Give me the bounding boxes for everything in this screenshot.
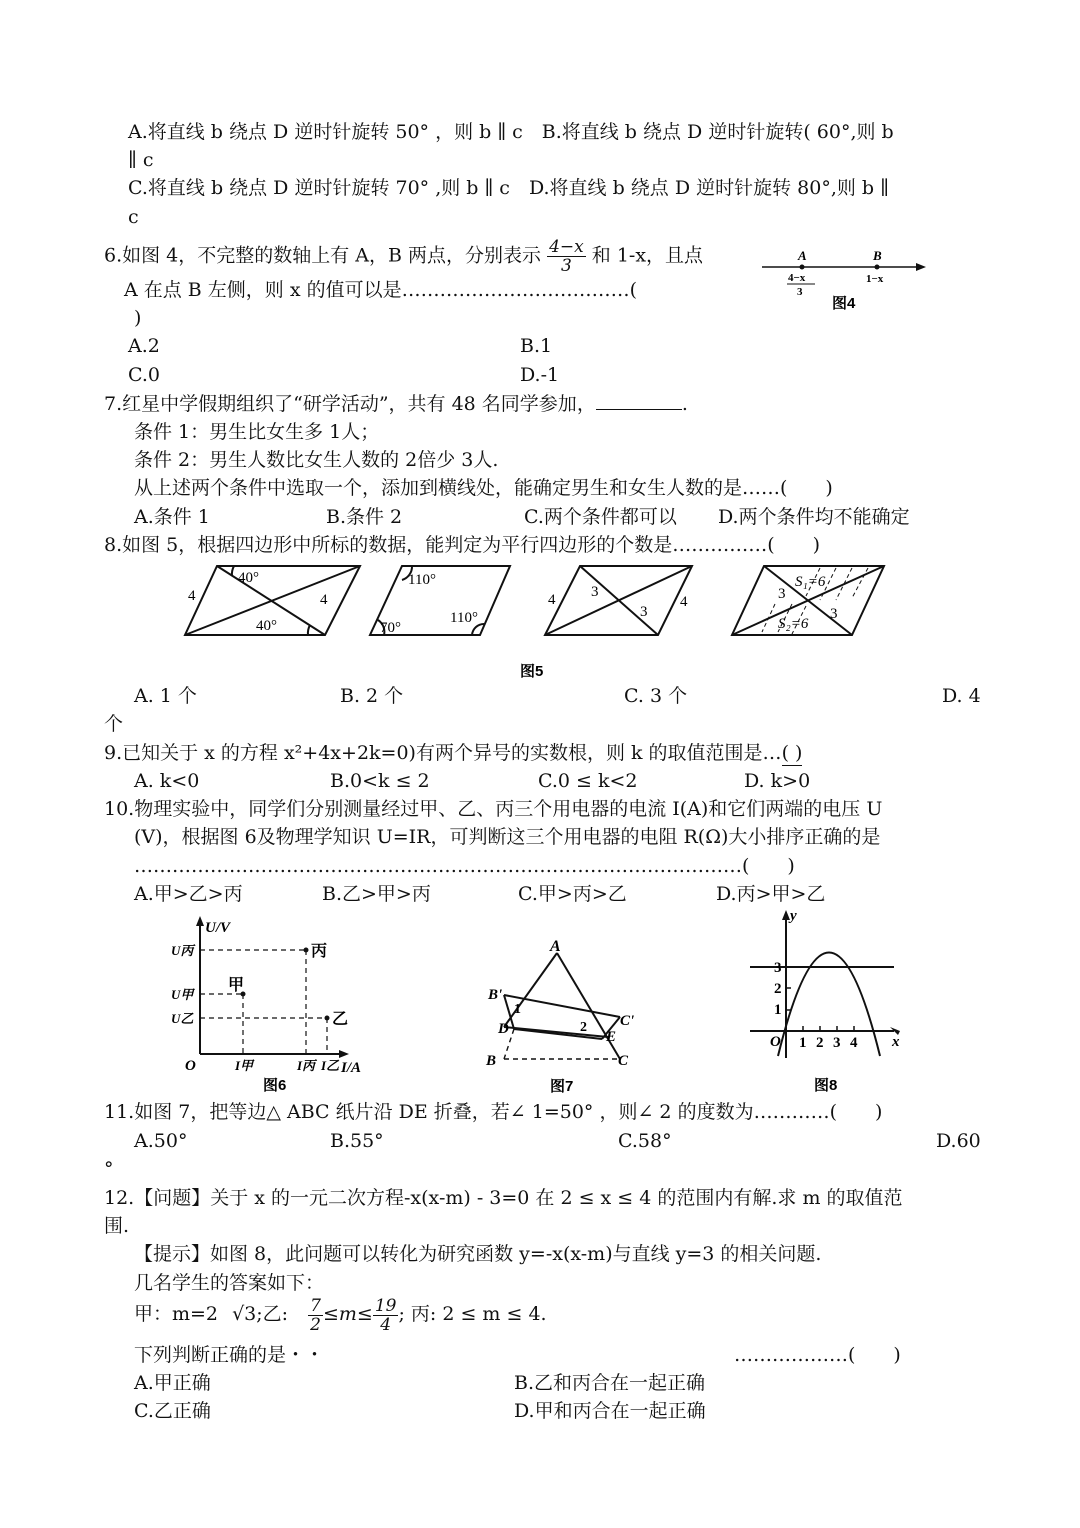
fig5-p2-angle-top: 110°: [408, 572, 436, 588]
q7-stem-end: .: [681, 393, 688, 415]
fig5-p1-angle-top: 40°: [238, 570, 259, 586]
figure-8-parabola: [748, 906, 918, 1096]
q6-fraction: [547, 238, 586, 275]
q12-yi-num2: 19: [374, 1295, 397, 1316]
fig8-y-axis-label: y: [790, 908, 797, 924]
fig8-x-tick-4: 4: [850, 1035, 858, 1051]
fig6-y-tick-bing: U丙: [171, 943, 194, 958]
fig5-p1-right: 4: [320, 592, 328, 608]
q7-option-d: D.两个条件均不能确定: [718, 506, 910, 528]
q12-yi-den2: 4: [380, 1314, 392, 1335]
q7-blank: [596, 391, 682, 410]
q7-option-b: B.条件 2: [326, 506, 403, 528]
fig7-label-e: E: [606, 1029, 617, 1045]
q8-option-d: D. 4: [942, 685, 981, 707]
fig6-x-axis-label: I/A: [341, 1060, 362, 1076]
fig5-caption: 图5: [520, 663, 544, 680]
figure-4-number-line: [756, 245, 936, 315]
fig4-val-a-num: 4−x: [788, 272, 806, 284]
q6-option-d: D.-1: [520, 364, 560, 386]
fig6-y-axis-label: U/V: [205, 920, 231, 936]
fig8-y-tick-1: 1: [774, 1002, 782, 1018]
fig6-point-jia: 甲: [228, 977, 245, 994]
fig5-p3-left: 4: [548, 592, 556, 608]
fig6-caption: 图6: [263, 1077, 287, 1094]
q6-stem: [104, 238, 703, 275]
fig7-label-b-prime: B': [488, 987, 503, 1003]
q11-stem: 11.如图 7，把等边△ ABC 纸片沿 DE 折叠，若∠ 1=50° ，则∠ 2 的度数为…………( ): [104, 1101, 883, 1123]
q8-option-a: A. 1 个: [134, 685, 197, 707]
fig7-label-c: C: [618, 1053, 629, 1069]
q5-line3: C.将直线 b 绕点 D 逆时针旋转 70° ,则 b ∥ c D.将直线 b 绕点 D 逆时针旋转 80°,则 b ∥: [128, 177, 889, 199]
fig5-p1-left: 4: [188, 588, 196, 604]
q12-judge: 下列判断正确的是・・: [134, 1344, 325, 1366]
q6-stem-a: 6.如图 4，不完整的数轴上有 A，B 两点，分别表示: [104, 244, 542, 267]
fig5-p2-angle-left: 70°: [380, 620, 401, 636]
q12-line1: 12.【问题】关于 x 的一元二次方程-x(x-m) - 3=0 在 2 ≤ x ≤ 4 的范围内有解.求 m 的取值范: [104, 1187, 903, 1209]
q5-line1: A.将直线 b 绕点 D 逆时针旋转 50° ，则 b ∥ c B.将直线 b 绕点 D 逆时针旋转( 60°,则 b: [128, 121, 894, 143]
fig7-label-d: D: [498, 1021, 509, 1037]
fig8-x-tick-1: 1: [799, 1035, 807, 1051]
q11-option-c: C.58°: [618, 1130, 672, 1152]
fig4-val-b: 1−x: [866, 273, 884, 285]
q10-option-c: C.甲>丙>乙: [518, 883, 627, 905]
fig8-x-tick-3: 3: [833, 1035, 841, 1051]
q12-jia: 甲：m=2: [134, 1303, 219, 1325]
fig4-caption: 图4: [832, 295, 856, 312]
q9-option-a: A. k<0: [134, 770, 200, 792]
figure-5-quadrilaterals: [180, 560, 900, 680]
q7-condition-1: 条件 1：男生比女生多 1人；: [134, 421, 380, 443]
q12-answers-intro: 几名学生的答案如下：: [134, 1272, 325, 1294]
q6-frac-num: 4−x: [549, 237, 584, 257]
figure-7-folding: [480, 935, 650, 1095]
q11-option-a: A.50°: [134, 1130, 188, 1152]
fig5-p4-right: 3: [830, 606, 838, 622]
figure-6-graph: [165, 912, 375, 1097]
fig4-val-a-den: 3: [797, 286, 803, 298]
fig5-p3-right: 4: [680, 594, 688, 610]
q11-option-d: D.60: [936, 1130, 981, 1152]
fig6-y-tick-yi: U乙: [171, 1011, 194, 1026]
fig7-angle-1: 1: [514, 1002, 521, 1017]
q5-line4: c: [128, 206, 139, 228]
q10-option-d: D.丙>甲>乙: [716, 883, 826, 905]
fig5-p4-s1: S₁=6: [795, 574, 826, 590]
q11-option-d-wrap: °: [104, 1158, 114, 1180]
fig5-p3-diag-top: 3: [591, 584, 599, 600]
fig7-label-a: A: [550, 938, 561, 955]
q7-stem-text: 7.红星中学假期组织了“研学活动”，共有 48 名同学参加: [104, 393, 577, 415]
q7-ask: 从上述两个条件中选取一个，添加到横线处，能确定男生和女生人数的是……( ): [134, 477, 833, 499]
q6-option-a: A.2: [128, 335, 160, 357]
q10-line1: 10.物理实验中，同学们分别测量经过甲、乙、丙三个用电器的电流 I(A)和它们两端的电压 U: [104, 798, 883, 820]
fig4-label-b: B: [873, 248, 882, 263]
q12-jia-root: √3;乙:: [232, 1303, 289, 1325]
q12-yi-mid: ≤m≤: [322, 1303, 373, 1325]
fig6-x-tick-bing: I丙: [297, 1058, 316, 1073]
fig6-point-bing: 丙: [311, 943, 328, 960]
q11-option-b: B.55°: [330, 1130, 384, 1152]
fig7-angle-2: 2: [580, 1020, 587, 1035]
q7-condition-2: 条件 2：男生人数比女生人数的 2倍少 3人.: [134, 449, 499, 471]
q10-line2: (V)，根据图 6及物理学知识 U=IR，可判断这三个用电器的电阻 R(Ω)大小排序正确的是: [134, 826, 881, 848]
q8-option-c: C. 3 个: [624, 685, 688, 707]
fig6-x-tick-yi: I乙: [321, 1058, 340, 1073]
q12-option-a: A.甲正确: [134, 1372, 211, 1394]
q9-option-b: B.0<k ≤ 2: [330, 770, 430, 792]
q7-option-a: A.条件 1: [134, 506, 210, 528]
q9-option-d: D. k>0: [744, 770, 811, 792]
q10-line3: ……………………………………………………………………………………( ): [134, 855, 795, 877]
q8-option-d-wrap: 个: [104, 713, 124, 735]
q8-option-b: B. 2 个: [340, 685, 404, 707]
q12-yi-frac2: [373, 1297, 399, 1334]
q6-option-c: C.0: [128, 364, 160, 386]
fig8-origin: O: [770, 1034, 781, 1050]
q5-line2: ∥ c: [128, 149, 154, 171]
q6-option-b: B.1: [520, 335, 553, 357]
fig5-p2-angle-right: 110°: [450, 610, 478, 626]
q8-stem: 8.如图 5，根据四边形中所标的数据，能判定为平行四边形的个数是……………( ): [104, 534, 821, 556]
q9-stem-text: 9.已知关于 x 的方程 x²+4x+2k=0)有两个异号的实数根，则 k 的取值范围是…: [104, 742, 782, 764]
fig7-label-b: B: [486, 1053, 497, 1069]
q7-stem: 7.红星中学假期组织了“研学活动”，共有 48 名同学参加， .: [104, 393, 688, 415]
q12-option-c: C.乙正确: [134, 1400, 211, 1422]
fig6-point-yi: 乙: [332, 1011, 349, 1028]
q9-option-c: C.0 ≤ k<2: [538, 770, 638, 792]
q10-option-a: A.甲>乙>丙: [134, 883, 243, 905]
fig8-x-tick-2: 2: [816, 1035, 824, 1051]
q7-option-c: C.两个条件都可以: [524, 506, 677, 528]
q6-stem3: ): [134, 307, 142, 329]
q12-bing: ; 丙: 2 ≤ m ≤ 4.: [398, 1303, 547, 1325]
q12-hint: 【提示】如图 8，此问题可以转化为研究函数 y=-x(x-m)与直线 y=3 的相关问题.: [134, 1243, 822, 1265]
q12-option-b: B.乙和丙合在一起正确: [514, 1372, 706, 1394]
q12-yi-num1: 7: [310, 1295, 321, 1316]
fig6-origin: O: [185, 1058, 196, 1074]
fig5-p3-diag-bottom: 3: [640, 604, 648, 620]
q12-option-d: D.甲和丙合在一起正确: [514, 1400, 706, 1422]
q12-yi-frac1: [308, 1297, 323, 1334]
q6-stem2: A 在点 B 左侧，则 x 的值可以是………………………………(: [124, 279, 638, 301]
fig6-x-tick-jia: I甲: [235, 1058, 254, 1073]
q10-option-b: B.乙>甲>丙: [322, 883, 431, 905]
fig8-caption: 图8: [814, 1077, 838, 1094]
q9-stem: [104, 741, 802, 766]
q6-frac-den: 3: [560, 256, 572, 276]
fig5-p4-s2: S₂=6: [778, 616, 809, 632]
fig7-label-c-prime: C': [620, 1013, 635, 1029]
fig8-y-tick-3: 3: [774, 960, 782, 976]
q6-stem-b: 和 1-x，且点: [591, 244, 704, 267]
q12-judge-dots: ………………( ): [734, 1344, 901, 1366]
fig8-x-axis-label: x: [892, 1034, 900, 1050]
q12-yi-den1: 2: [310, 1314, 321, 1335]
fig5-p4-left: 3: [778, 586, 786, 602]
fig4-label-a: A: [798, 248, 807, 263]
fig5-p1-angle-bottom: 40°: [256, 618, 277, 634]
fig8-y-tick-2: 2: [774, 981, 782, 997]
fig6-y-tick-jia: U甲: [171, 987, 194, 1002]
q9-paren: ( ): [781, 742, 803, 764]
fig7-caption: 图7: [550, 1078, 574, 1095]
q12-answers: [134, 1294, 547, 1334]
q12-line2: 围.: [104, 1215, 130, 1237]
